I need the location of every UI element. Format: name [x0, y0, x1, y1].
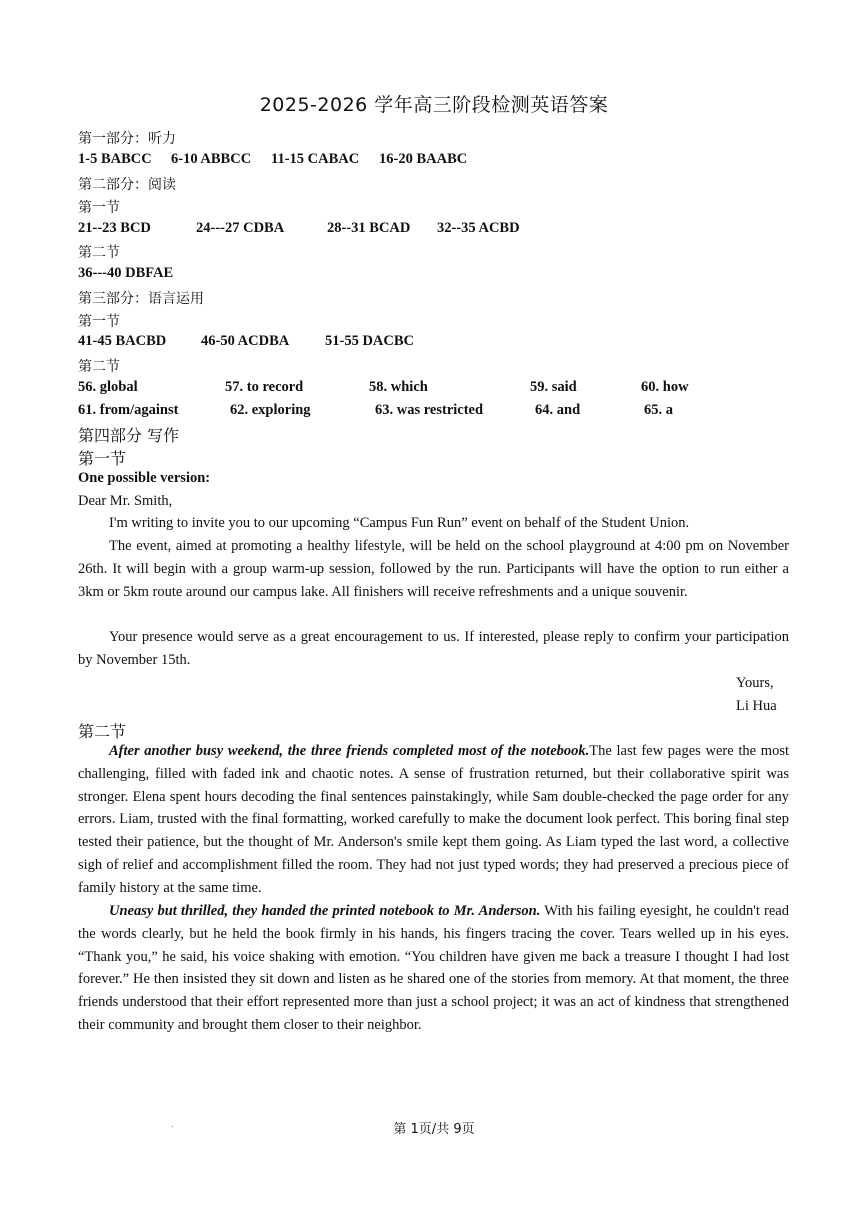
part3-section2-heading: 第二节 — [78, 359, 120, 375]
continuation-paragraph-1 — [78, 740, 789, 900]
answer-group: 24---27 CDBA — [196, 220, 285, 236]
part4-heading: 第四部分 写作 — [78, 426, 180, 445]
blank-answer: 57. to record — [225, 379, 304, 395]
answer-group: 41-45 BACBD — [78, 333, 167, 349]
letter-paragraph: Your presence would serve as a great encouragement to us. If interested, please reply to confirm your participation by November 15th. — [78, 629, 789, 668]
part2-section1-answers — [78, 220, 778, 240]
blank-answer: 65. a — [644, 402, 673, 418]
answer-group: 46-50 ACDBA — [201, 333, 290, 349]
part2-section2-answers: 36---40 DBFAE — [78, 265, 174, 281]
blank-answer: 58. which — [369, 379, 428, 395]
part2-section1-heading: 第一节 — [78, 200, 120, 216]
answer-group: 28--31 BCAD — [327, 220, 411, 236]
part1-heading: 第一部分：听力 — [78, 131, 176, 147]
part3-section2-row2 — [78, 402, 778, 422]
part1-answers — [78, 151, 778, 171]
blank-answer: 59. said — [530, 379, 577, 395]
answer-group: 21--23 BCD — [78, 220, 151, 236]
part3-section2-row1 — [78, 379, 778, 399]
part4-section2-heading: 第二节 — [78, 722, 127, 741]
part3-section1-heading: 第一节 — [78, 314, 120, 330]
part2-section2-heading: 第二节 — [78, 245, 120, 261]
part2-heading: 第二部分：阅读 — [78, 177, 176, 193]
paragraph-body: With his failing eyesight, he couldn't read the words clearly, but he held the book firmly in his hands, his fingers tracing the cover. Tears welled up in his eyes. “Thank you,” he said, his voice shaking with emotion. “You children have given me back a treasure I thought I had lost forever.” He then insisted they sit down and listen as he shared one of the stories from memory. At that moment, the three friends understood that their effort represented more than just a school project; it was an act of kindness that strengthened their community and brought them closer to their neighbor. — [78, 903, 789, 1033]
letter-paragraph: I'm writing to invite you to our upcoming “Campus Fun Run” event on behalf of the Student Union. — [109, 515, 690, 531]
blank-answer: 60. how — [641, 379, 689, 395]
answer-group: 1-5 BABCC — [78, 151, 152, 167]
answer-group: 11-15 CABAC — [271, 151, 360, 167]
answer-group: 32--35 ACBD — [437, 220, 520, 236]
blank-answer: 62. exploring — [230, 402, 311, 418]
part3-section1-answers — [78, 333, 778, 353]
answer-group: 6-10 ABBCC — [171, 151, 252, 167]
part3-heading: 第三部分：语言运用 — [78, 291, 204, 307]
paragraph-lead-sentence: After another busy weekend, the three friends completed most of the notebook. — [109, 743, 590, 759]
blank-answer: 56. global — [78, 379, 138, 395]
letter-closing: Yours, — [736, 675, 774, 691]
letter-signature: Li Hua — [736, 698, 777, 714]
blank-answer: 63. was restricted — [375, 402, 484, 418]
answer-group: 51-55 DACBC — [325, 333, 415, 349]
letter-salutation: Dear Mr. Smith, — [78, 493, 173, 509]
paragraph-body: The last few pages were the most challenging, filled with faded ink and chaotic notes. A sense of frustration returned, but their collaborative spirit was stronger. Elena spent hours decoding the final sentences painstakingly, while Sam double-checked the page order for any errors. Liam, trusted with the final formatting, worked carefully to make the document look perfect. This boring final step tested their patience, but the thought of Mr. Anderson's smile kept them going. As Liam typed the last word, a collective sigh of relief and accomplishment filled the room. They had not just typed words; they had preserved a precious piece of family history at the same time. — [78, 743, 789, 896]
page-title: 2025-2026 学年高三阶段检测英语答案 — [259, 94, 609, 116]
answer-group: 16-20 BAABC — [379, 151, 468, 167]
version-label: One possible version: — [78, 470, 211, 486]
part4-section1-heading: 第一节 — [78, 449, 127, 468]
page-footer: 第 1页/共 9页 — [393, 1122, 475, 1137]
blank-answer: 61. from/against — [78, 402, 179, 418]
blank-answer: 64. and — [535, 402, 581, 418]
paragraph-lead-sentence: Uneasy but thrilled, they handed the printed notebook to Mr. Anderson. — [109, 903, 541, 919]
continuation-paragraph-2 — [78, 900, 789, 1037]
letter-paragraph: The event, aimed at promoting a healthy lifestyle, will be held on the school playground at 4:00 pm on November 26th. It will begin with a group warm-up session, followed by the run. Participants will have the option to run either a 3km or 5km route around our campus lake. All finishers will receive refreshments and a unique souvenir. — [78, 538, 789, 600]
